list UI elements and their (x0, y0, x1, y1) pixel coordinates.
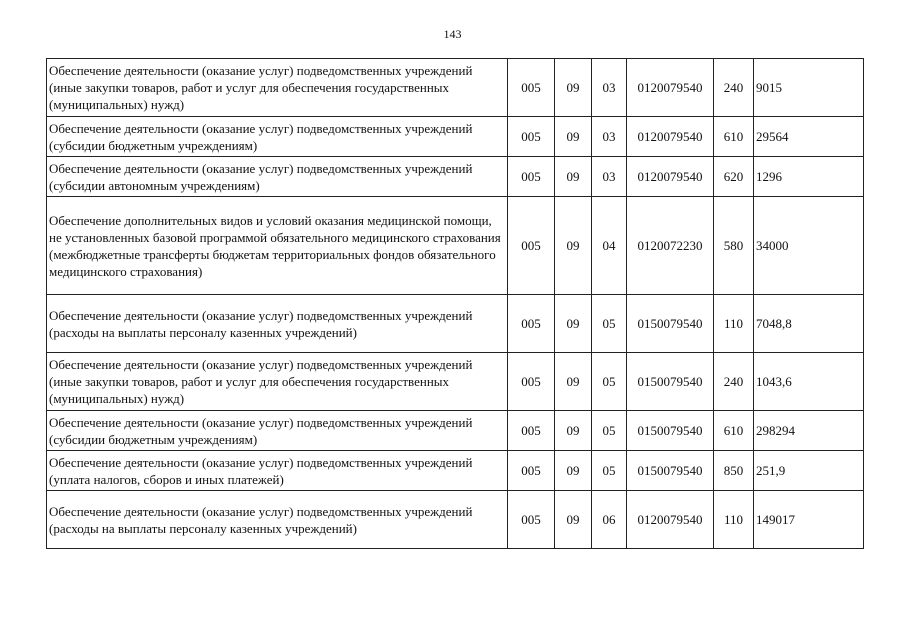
grbs-code: 005 (508, 491, 555, 549)
target-article-code: 0150079540 (627, 451, 714, 491)
table-row (47, 451, 864, 491)
row-description: Обеспечение деятельности (оказание услуг) подведомственных учреждений (иные закупки товаров, работ и услуг для обеспечения государственных (муниципальных) нужд) (47, 353, 508, 411)
grbs-code: 005 (508, 451, 555, 491)
amount: 149017 (754, 491, 864, 549)
subsection-code: 03 (592, 157, 627, 197)
target-article-code: 0120072230 (627, 197, 714, 295)
section-code: 09 (555, 295, 592, 353)
grbs-code: 005 (508, 59, 555, 117)
section-code: 09 (555, 157, 592, 197)
table-row (47, 353, 864, 411)
table-row (47, 411, 864, 451)
expense-type-code: 610 (714, 117, 754, 157)
table-row (47, 59, 864, 117)
amount: 1043,6 (754, 353, 864, 411)
row-description: Обеспечение деятельности (оказание услуг) подведомственных учреждений (субсидии автономным учреждениям) (47, 157, 508, 197)
row-description: Обеспечение деятельности (оказание услуг) подведомственных учреждений (расходы на выплаты персоналу казенных учреждений) (47, 295, 508, 353)
row-description: Обеспечение деятельности (оказание услуг) подведомственных учреждений (иные закупки товаров, работ и услуг для обеспечения государственных (муниципальных) нужд) (47, 59, 508, 117)
table-row (47, 491, 864, 549)
section-code: 09 (555, 59, 592, 117)
amount: 29564 (754, 117, 864, 157)
grbs-code: 005 (508, 353, 555, 411)
row-description: Обеспечение деятельности (оказание услуг) подведомственных учреждений (субсидии бюджетным учреждениям) (47, 411, 508, 451)
row-description: Обеспечение деятельности (оказание услуг) подведомственных учреждений (расходы на выплаты персоналу казенных учреждений) (47, 491, 508, 549)
page-number: 143 (443, 27, 462, 41)
grbs-code: 005 (508, 411, 555, 451)
section-code: 09 (555, 491, 592, 549)
grbs-code: 005 (508, 157, 555, 197)
section-code: 09 (555, 411, 592, 451)
expense-type-code: 580 (714, 197, 754, 295)
amount: 7048,8 (754, 295, 864, 353)
section-code: 09 (555, 117, 592, 157)
grbs-code: 005 (508, 197, 555, 295)
expense-type-code: 610 (714, 411, 754, 451)
grbs-code: 005 (508, 295, 555, 353)
subsection-code: 04 (592, 197, 627, 295)
expense-type-code: 110 (714, 491, 754, 549)
amount: 9015 (754, 59, 864, 117)
subsection-code: 03 (592, 117, 627, 157)
expense-type-code: 620 (714, 157, 754, 197)
target-article-code: 0150079540 (627, 353, 714, 411)
amount: 298294 (754, 411, 864, 451)
amount: 1296 (754, 157, 864, 197)
expense-type-code: 850 (714, 451, 754, 491)
table-row (47, 117, 864, 157)
target-article-code: 0150079540 (627, 411, 714, 451)
subsection-code: 05 (592, 353, 627, 411)
expense-type-code: 240 (714, 353, 754, 411)
section-code: 09 (555, 353, 592, 411)
target-article-code: 0120079540 (627, 491, 714, 549)
subsection-code: 06 (592, 491, 627, 549)
subsection-code: 03 (592, 59, 627, 117)
grbs-code: 005 (508, 117, 555, 157)
table-row (47, 295, 864, 353)
row-description: Обеспечение деятельности (оказание услуг) подведомственных учреждений (уплата налогов, сборов и иных платежей) (47, 451, 508, 491)
expense-type-code: 240 (714, 59, 754, 117)
table-row (47, 197, 864, 295)
amount: 34000 (754, 197, 864, 295)
subsection-code: 05 (592, 451, 627, 491)
expense-type-code: 110 (714, 295, 754, 353)
table-row (47, 157, 864, 197)
amount: 251,9 (754, 451, 864, 491)
section-code: 09 (555, 197, 592, 295)
row-description: Обеспечение дополнительных видов и условий оказания медицинской помощи, не установленных базовой программой обязательного медицинского страхования (межбюджетные трансферты бюджетам территориальных фондов обязательного медицинского страхования) (47, 197, 508, 295)
target-article-code: 0120079540 (627, 59, 714, 117)
row-description: Обеспечение деятельности (оказание услуг) подведомственных учреждений (субсидии бюджетным учреждениям) (47, 117, 508, 157)
subsection-code: 05 (592, 295, 627, 353)
target-article-code: 0120079540 (627, 117, 714, 157)
budget-table (46, 58, 864, 549)
target-article-code: 0120079540 (627, 157, 714, 197)
section-code: 09 (555, 451, 592, 491)
target-article-code: 0150079540 (627, 295, 714, 353)
subsection-code: 05 (592, 411, 627, 451)
